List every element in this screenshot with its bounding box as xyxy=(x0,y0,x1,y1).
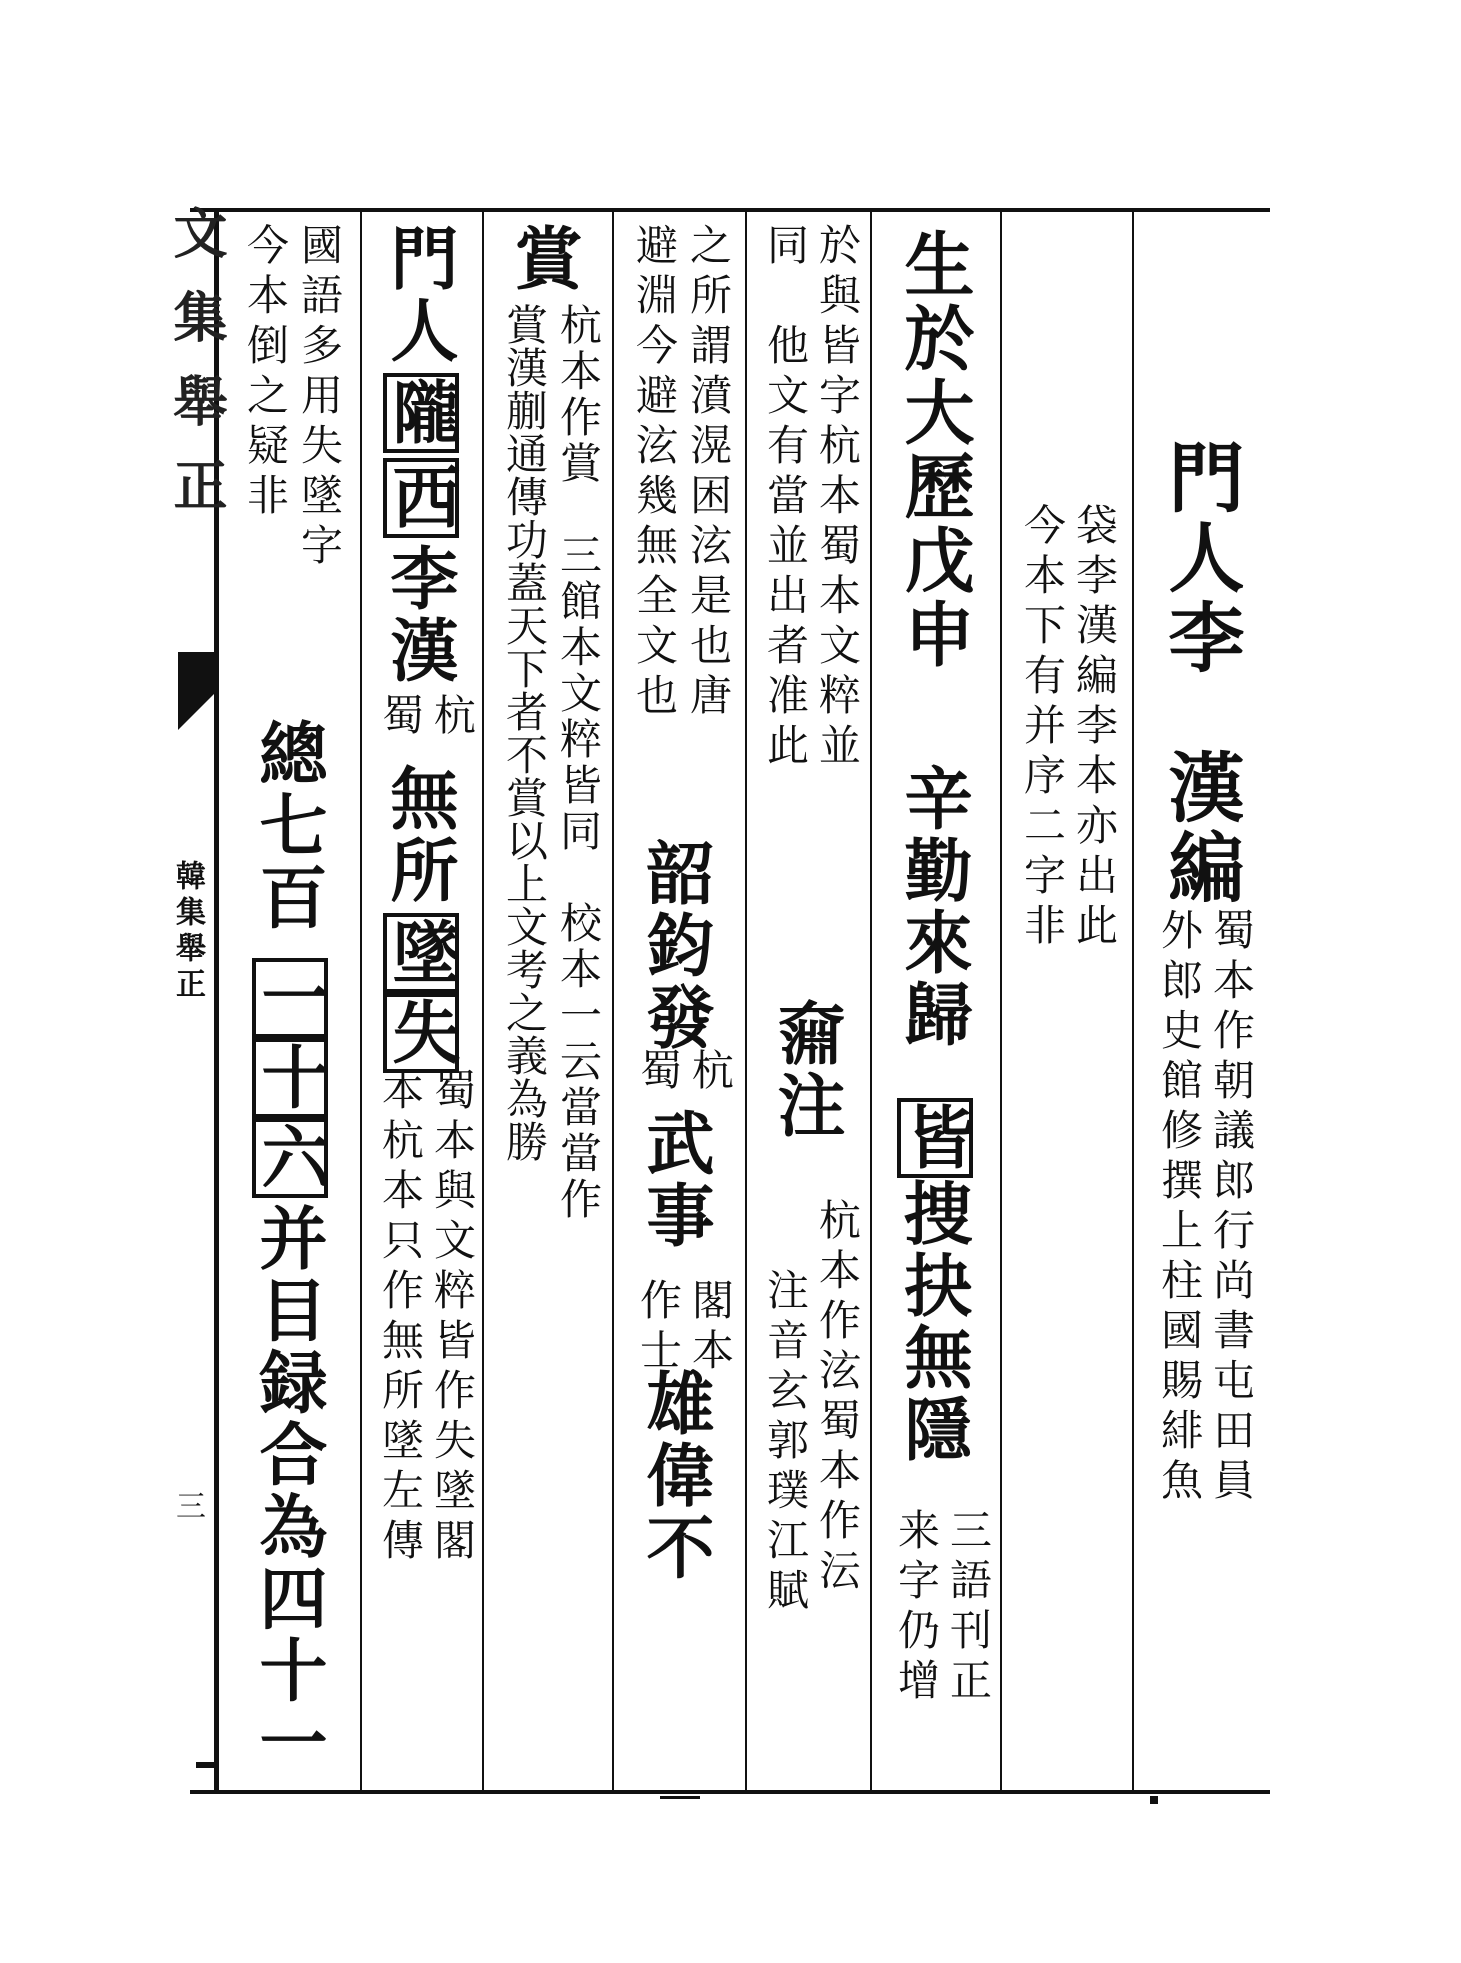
annotation: 蜀 xyxy=(634,1048,683,1098)
boxed-char: 十 xyxy=(252,1038,328,1118)
annotation: 三語刊正 xyxy=(944,1508,993,1708)
boxed-char: 隴 xyxy=(383,373,459,453)
main-text: 賞 xyxy=(503,223,583,295)
annotation: 袋李漢編李本亦出此 xyxy=(1070,503,1119,953)
column-divider xyxy=(870,212,872,1790)
bottom-border-rule xyxy=(190,1790,1270,1794)
annotation: 作士 xyxy=(634,1278,683,1378)
annotation: 今本倒之疑非 xyxy=(241,223,290,523)
main-text: 并目録合為四十一 xyxy=(248,1203,328,1779)
annotation: 蜀 xyxy=(376,693,425,743)
annotation: 来字仍增 xyxy=(892,1508,941,1708)
margin-label: 韓集舉正 xyxy=(170,860,205,1004)
boxed-char: 皆 xyxy=(897,1098,973,1178)
main-text: 生於大歷戊申 xyxy=(893,228,976,672)
main-text: 無所 xyxy=(379,763,459,907)
annotation: 杭本作泫蜀本作沄 xyxy=(813,1198,862,1598)
boxed-char: 失 xyxy=(383,993,459,1073)
column-8 xyxy=(222,218,360,1783)
column-4 xyxy=(750,218,870,1783)
boxed-char: 六 xyxy=(252,1118,328,1198)
annotation: 蜀本與文粹皆作失墜閣 xyxy=(428,1068,477,1568)
fishtail-mark-lower xyxy=(178,690,218,730)
edge-glyphs: 文集舉正 xyxy=(165,205,229,541)
boxed-char: 西 xyxy=(383,458,459,538)
column-divider xyxy=(1132,212,1134,1790)
main-text: 武事 xyxy=(635,1108,715,1252)
boxed-char: 一 xyxy=(252,958,328,1038)
boxed-char: 墜 xyxy=(383,913,459,993)
column-1 xyxy=(1140,218,1268,1783)
annotation: 賞漢蒯通傳功蓋天下者不賞以上文考之義為勝 xyxy=(500,303,549,1163)
top-border-rule xyxy=(190,208,1270,212)
main-text: 韶鈞發 xyxy=(635,838,715,1054)
column-divider xyxy=(360,212,362,1790)
column-divider xyxy=(745,212,747,1790)
column-divider xyxy=(612,212,614,1790)
main-text: 總七百 xyxy=(248,718,328,934)
column-3 xyxy=(875,218,1000,1783)
annotation: 注音玄郭璞江賦 xyxy=(761,1268,810,1618)
annotation: 杭 xyxy=(428,693,477,743)
annotation: 杭 xyxy=(686,1048,735,1098)
annotation: 蜀本作朝議郎行尚書屯田員 xyxy=(1207,908,1256,1508)
page-number: 三 xyxy=(170,1490,205,1520)
column-6 xyxy=(487,218,612,1783)
main-text: 李漢 xyxy=(379,543,459,687)
main-text: 奫注 xyxy=(766,998,846,1142)
annotation: 今本下有并序二字非 xyxy=(1018,503,1067,953)
main-text: 辛勤來歸 xyxy=(893,763,973,1051)
annotation: 之所謂濆滉困泫是也唐 xyxy=(684,223,733,723)
column-divider xyxy=(1000,212,1002,1790)
main-text: 門人李 xyxy=(1156,438,1245,678)
scan-speck xyxy=(1150,1796,1158,1804)
column-5 xyxy=(617,218,745,1783)
annotation: 同 他文有當並出者准此 xyxy=(761,223,810,773)
scan-speck xyxy=(660,1796,700,1799)
annotation: 杭本作賞 三館本文粹皆同 校本一云當當作 xyxy=(554,303,603,1223)
annotation: 國語多用失墜字 xyxy=(295,223,344,573)
annotation: 外郎史館修撰上柱國賜緋魚 xyxy=(1155,908,1204,1508)
scan-speck xyxy=(196,1762,218,1768)
main-text: 門人 xyxy=(379,223,459,367)
annotation: 本杭本只作無所墜左傳 xyxy=(376,1068,425,1568)
annotation: 於與皆字杭本蜀本文粹並 xyxy=(813,223,862,773)
main-text: 雄偉不 xyxy=(635,1368,715,1584)
annotation: 閣本 xyxy=(686,1278,735,1378)
column-7 xyxy=(365,218,483,1783)
annotation: 避淵今避泫幾無全文也 xyxy=(630,223,679,723)
main-text: 捜抉無隱 xyxy=(893,1178,973,1466)
main-text: 漢編 xyxy=(1156,748,1245,908)
column-2 xyxy=(1005,218,1130,1783)
fishtail-mark xyxy=(178,652,218,692)
